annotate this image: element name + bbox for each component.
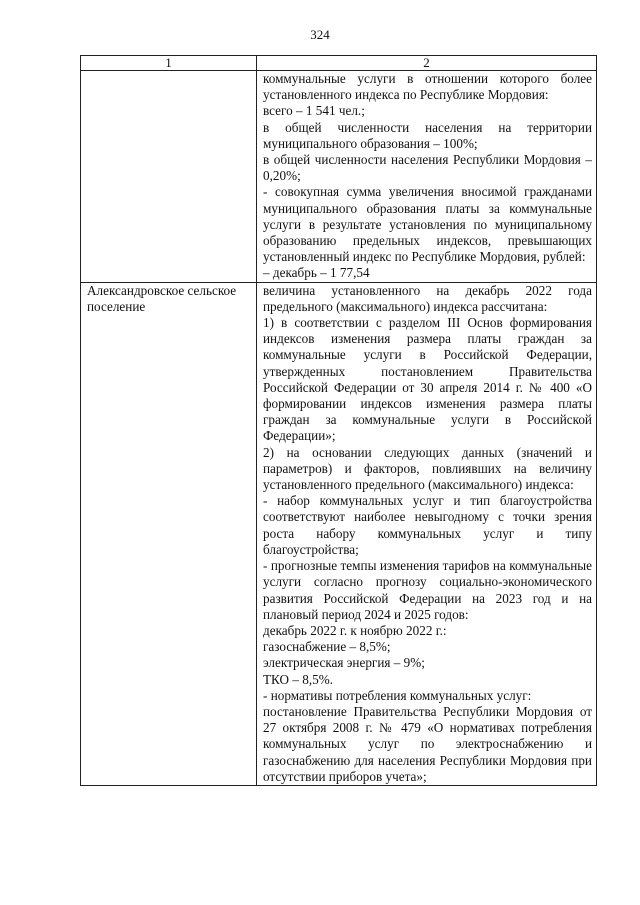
municipality-name: Александровское сельское поселение (87, 282, 237, 314)
row1-line-6: – декабрь – 1 77,54 (263, 265, 370, 281)
table-row (81, 71, 597, 283)
row2-line-10: - нормативы потребления коммунальных услуг: (263, 687, 532, 703)
row1-line-5: - совокупная сумма увеличения вносимой гражданами муниципального образования платы за коммунальные услуги в результате установления по муниципальному образованию предельных индексов, превышающих установленный индекс по Республике Мордовия, рублей: (263, 184, 592, 265)
row2-line-6: декабрь 2022 г. к ноябрю 2022 г.: (263, 622, 447, 638)
row2-left-cell (81, 282, 257, 785)
row1-line-2: всего – 1 541 чел.; (263, 103, 365, 119)
row2-line-7: газоснабжение – 8,5%; (263, 639, 391, 655)
table-header-row (81, 56, 597, 71)
row1-right-cell (257, 71, 597, 283)
table-row (81, 282, 597, 785)
row2-right-cell (257, 282, 597, 785)
row1-left-cell (81, 71, 257, 283)
column-header-1: 1 (81, 56, 257, 71)
row2-line-8: электрическая энергия – 9%; (263, 655, 425, 671)
row2-line-1: величина установленного на декабрь 2022 года предельного (максимального) индекса рассчитана: (263, 282, 592, 314)
row2-line-3: 2) на основании следующих данных (значений и параметров) и факторов, повлиявших на величину установленного предельного (максимального) индекса: (263, 444, 592, 493)
document-table (80, 55, 597, 786)
row2-line-2: 1) в соответствии с разделом III Основ формирования индексов изменения размера платы граждан за коммунальные услуги в Российской Федерации, утвержденных постановлением Правительства Российской Федерации от 30 апреля 2014 г. № 400 «О формировании индексов изменения размера платы граждан за коммунальные услуги в Российской Федерации»; (263, 315, 592, 444)
row1-line-4: в общей численности населения Республики Мордовия – 0,20%; (263, 152, 592, 184)
row2-line-9: ТКО – 8,5%. (263, 671, 334, 687)
column-header-2: 2 (257, 56, 597, 71)
row2-line-11: постановление Правительства Республики Мордовия от 27 октября 2008 г. № 479 «О нормативах потребления коммунальных услуг по электроснабжению и газоснабжению для населения Республики Мордовия при отсутствии приборов учета»; (263, 703, 592, 784)
row2-line-5: - прогнозные темпы изменения тарифов на коммунальные услуги согласно прогнозу социально-экономического развития Российской Федерации на 2023 год и на плановый период 2024 и 2025 годов: (263, 558, 592, 622)
row1-line-3: в общей численности населения на территории муниципального образования – 100%; (263, 119, 592, 151)
row1-line-1: коммунальные услуги в отношении которого более установленного индекса по Республике Мордовия: (263, 71, 592, 103)
page-number: 324 (310, 27, 330, 42)
row2-line-4: - набор коммунальных услуг и тип благоустройства соответствуют наиболее невыгодному с точки зрения роста набору коммунальных услуг и типу благоустройства; (263, 493, 592, 557)
